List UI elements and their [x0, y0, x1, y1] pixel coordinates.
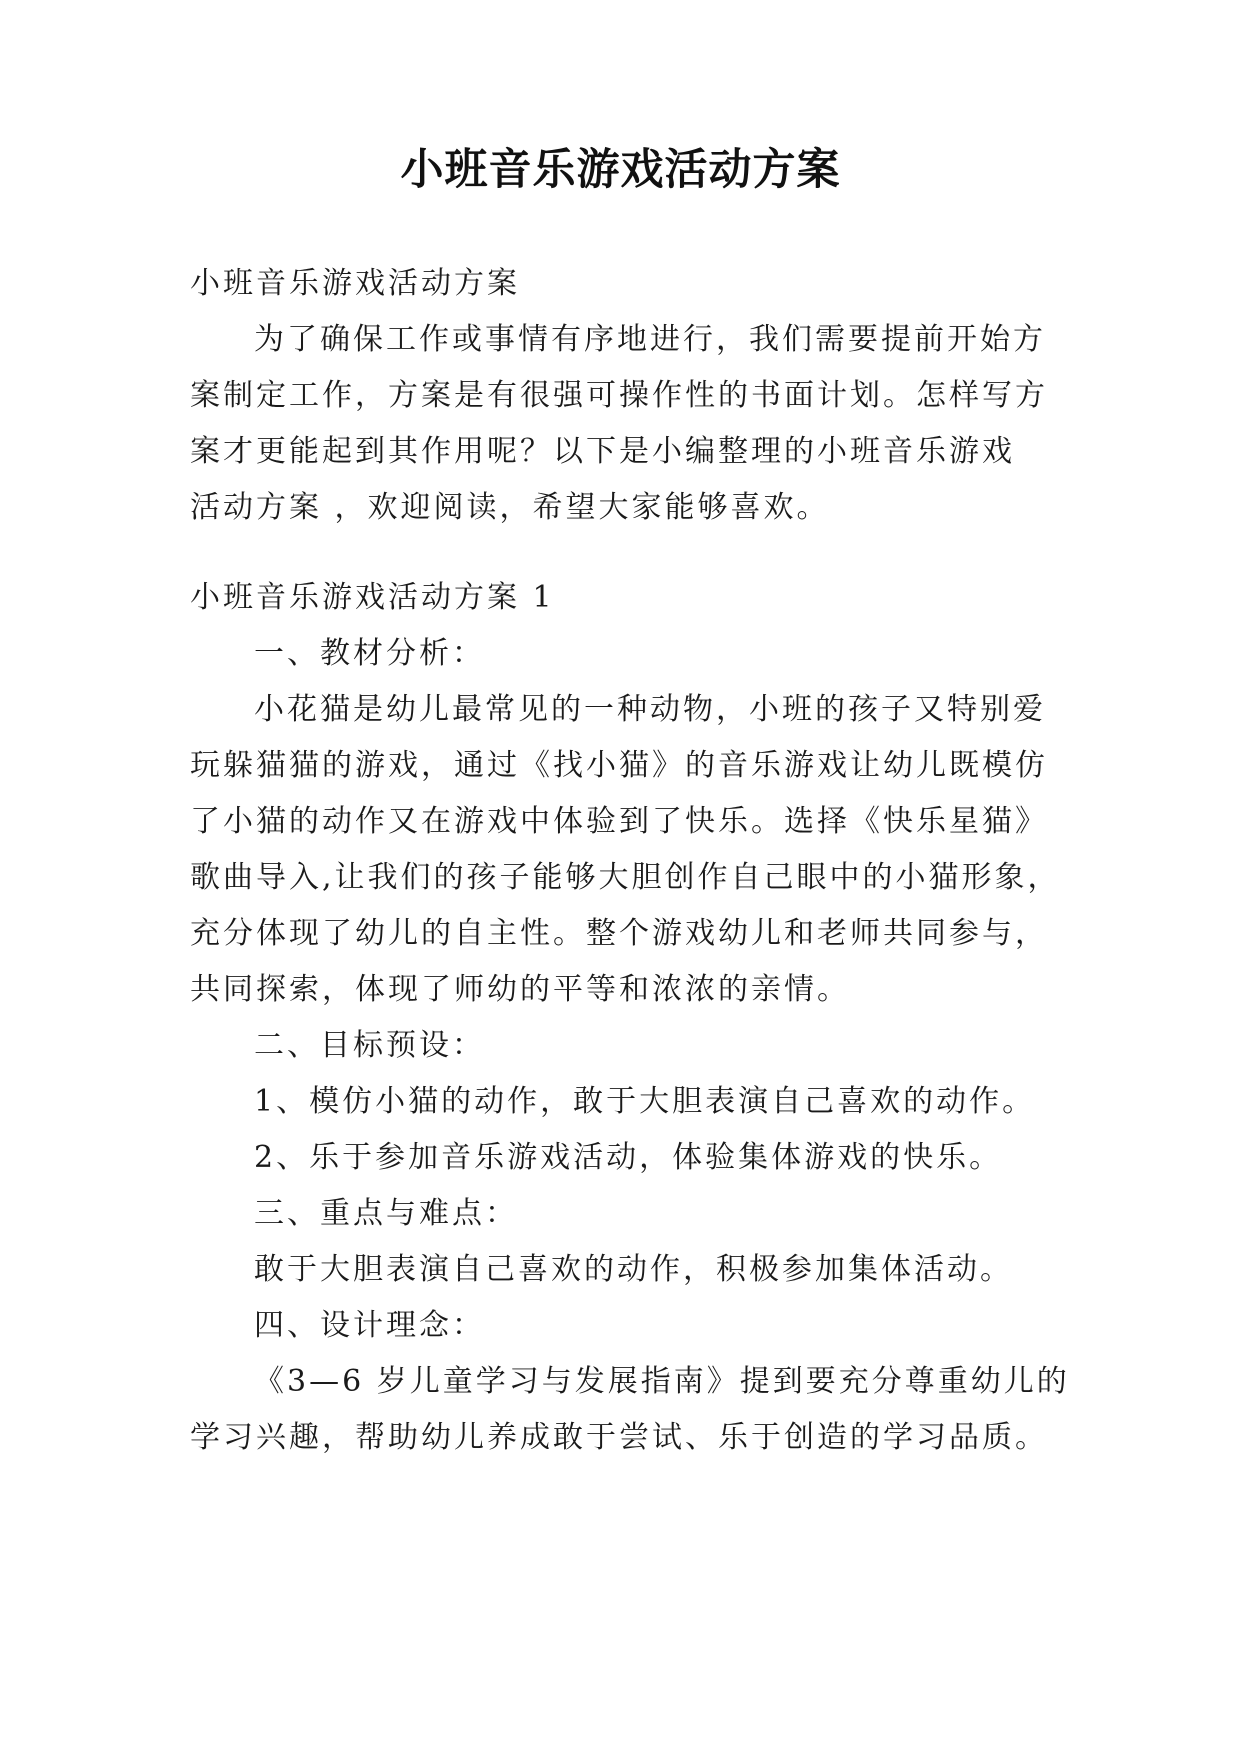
heading-design-concept: 四、设计理念：: [254, 1308, 485, 1343]
analysis-line: 充分体现了幼儿的自主性。整个游戏幼儿和老师共同参与，: [190, 916, 1048, 951]
analysis-line: 了小猫的动作又在游戏中体验到了快乐。选择《快乐星猫》: [190, 804, 1048, 839]
concept-line: 《3—6 岁儿童学习与发展指南》提到要充分尊重幼儿的: [254, 1364, 1070, 1399]
goal-item: 2、乐于参加音乐游戏活动，体验集体游戏的快乐。: [254, 1140, 1003, 1175]
heading-analysis: 一、教材分析：: [254, 636, 485, 671]
intro-line: 案制定工作，方案是有很强可操作性的书面计划。怎样写方: [190, 378, 1048, 413]
document-subtitle: 小班音乐游戏活动方案: [190, 266, 520, 301]
intro-line: 案才更能起到其作用呢？以下是小编整理的小班音乐游戏: [190, 434, 1015, 469]
analysis-line: 歌曲导入,让我们的孩子能够大胆创作自己眼中的小猫形象，: [190, 860, 1061, 895]
analysis-line: 小花猫是幼儿最常见的一种动物，小班的孩子又特别爱: [254, 692, 1046, 727]
intro-line: 活动方案 ，欢迎阅读，希望大家能够喜欢。: [190, 490, 830, 525]
section-title: 小班音乐游戏活动方案 1: [190, 580, 555, 615]
heading-goals: 二、目标预设：: [254, 1028, 485, 1063]
intro-line: 为了确保工作或事情有序地进行，我们需要提前开始方: [254, 322, 1046, 357]
analysis-line: 共同探索，体现了师幼的平等和浓浓的亲情。: [190, 972, 850, 1007]
concept-line: 学习兴趣，帮助幼儿养成敢于尝试、乐于创造的学习品质。: [190, 1420, 1048, 1455]
page-title: 小班音乐游戏活动方案: [400, 145, 841, 195]
heading-key-points: 三、重点与难点：: [254, 1196, 518, 1231]
analysis-line: 玩躲猫猫的游戏，通过《找小猫》的音乐游戏让幼儿既模仿: [190, 748, 1048, 783]
goal-item: 1、模仿小猫的动作，敢于大胆表演自己喜欢的动作。: [254, 1084, 1036, 1119]
key-point-text: 敢于大胆表演自己喜欢的动作，积极参加集体活动。: [254, 1252, 1013, 1287]
